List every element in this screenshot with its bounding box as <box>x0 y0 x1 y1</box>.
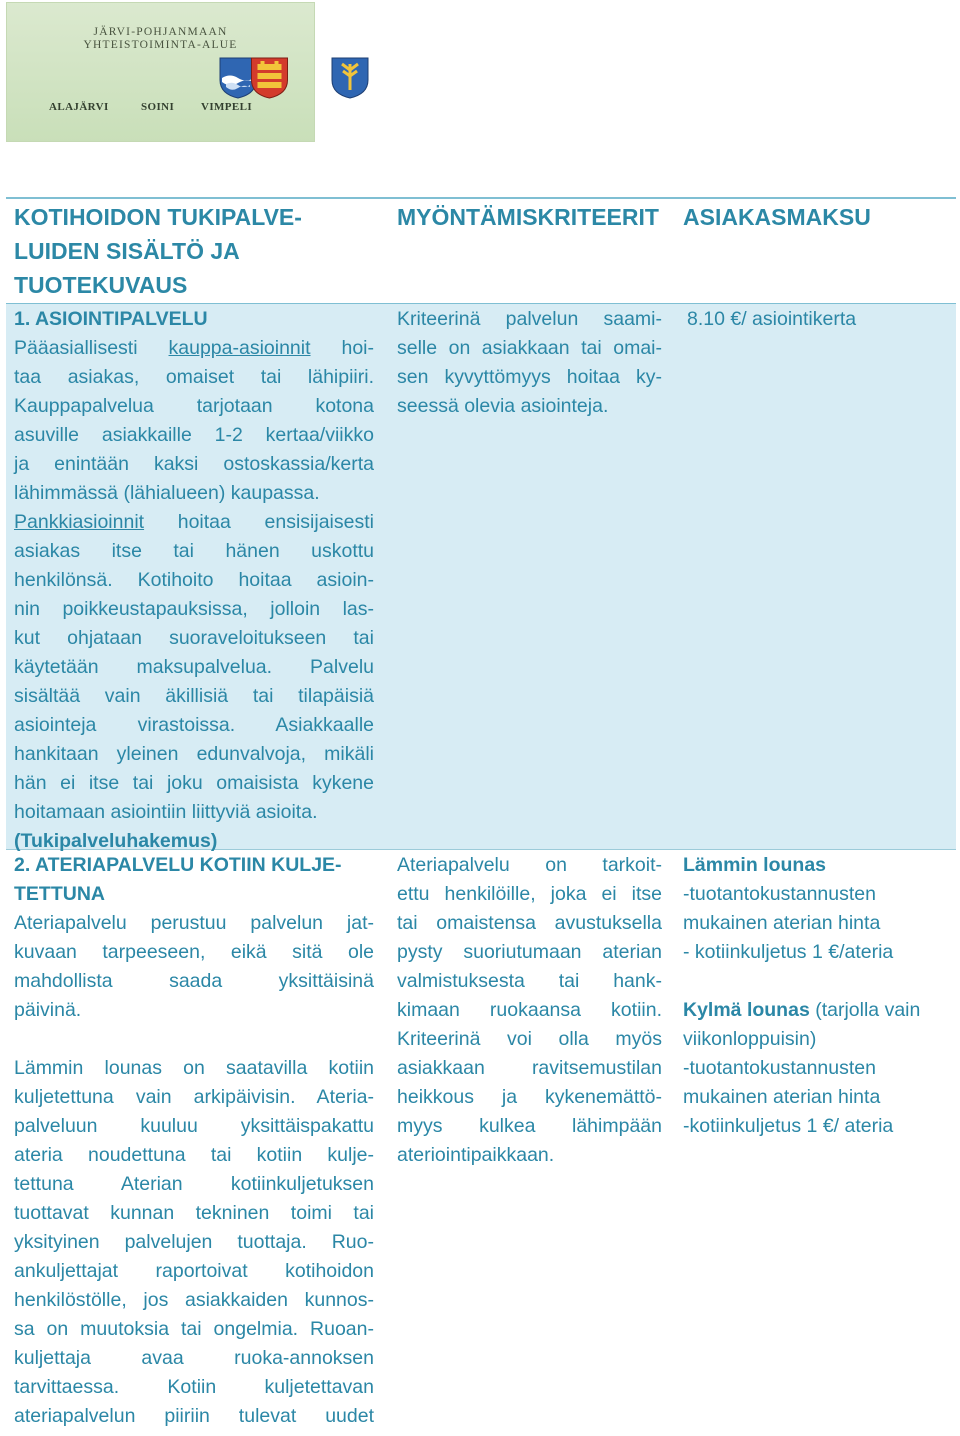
fee-line: mukainen aterian hinta <box>683 912 881 934</box>
text-line: asiakkaan ravitsemustilan <box>397 1057 662 1079</box>
text-line: ettu henkilöille, joka ei itse <box>397 883 662 905</box>
text-line: valmistuksesta tai hank- <box>397 970 662 992</box>
text-line: Lämmin lounas on saatavilla kotiin <box>14 1057 374 1079</box>
text-line: sen kyvyttömyys hoitaa ky- <box>397 366 662 388</box>
section1-form-reference: (Tukipalveluhakemus) <box>14 830 218 852</box>
header-col-criteria: MYÖNTÄMISKRITEERIT <box>397 204 659 230</box>
text-line: palveluun kuuluu yksittäispakattu <box>14 1115 374 1137</box>
logo-town-vimpeli: VIMPELI <box>201 101 253 113</box>
text-line: ateriapalvelun piiriin tulevat uudet <box>14 1405 374 1427</box>
header-col-fee: ASIAKASMAKSU <box>683 204 871 230</box>
text-line: tuottavat kunnan tekninen toimi tai <box>14 1202 374 1224</box>
header-col-content <box>14 200 374 302</box>
text-line: lähimmässä (lähialueen) kaupassa. <box>14 482 320 504</box>
logo <box>6 2 315 142</box>
section2-paragraph1 <box>14 909 374 1025</box>
section2-paragraph2 <box>14 1054 374 1431</box>
text-line: hoitamaan asiointiin liittyviä asioita. <box>14 801 318 823</box>
text-line: henkilöstölle, jos asiakkaiden kunnos- <box>14 1289 374 1311</box>
text-line: tai omaistensa avustuksella <box>397 912 662 934</box>
text-line: henkilönsä. Kotihoito hoitaa asioin- <box>14 569 374 591</box>
header-col-content-line3: TUOTEKUVAUS <box>14 272 188 298</box>
text-line: Pankkiasioinnit hoitaa ensisijaisesti <box>14 511 374 533</box>
link-pankkiasioinnit: Pankkiasioinnit <box>14 511 145 533</box>
logo-title-line2: YHTEISTOIMINTA-ALUE <box>83 39 238 51</box>
fee-cold-heading <box>683 996 953 1025</box>
text-line: Ateriapalvelu perustuu palvelun jat- <box>14 912 374 934</box>
header-col-content-line1: KOTIHOIDON TUKIPALVE- <box>14 204 302 230</box>
row1-content <box>14 305 374 856</box>
text-line: kuljettaja avaa ruoka-annoksen <box>14 1347 374 1369</box>
header-col-content-line2: LUIDEN SISÄLTÖ JA <box>14 238 240 264</box>
text-line: ateria noudettuna tai kotiin kulje- <box>14 1144 374 1166</box>
text-line: mahdollista saada yksittäisinä <box>14 970 374 992</box>
text-line: kuvaan tarpeeseen, eikä sitä ole <box>14 941 374 963</box>
text-line: hankitaan yleinen edunvalvoja, mikäli <box>14 743 374 765</box>
text-line: asiointeja virastoissa. Asiakkaalle <box>14 714 374 736</box>
logo-town-soini: SOINI <box>141 101 175 113</box>
text-line: kuljetettuna vain arkipäivisin. Ateria- <box>14 1086 374 1108</box>
row2-criteria <box>397 851 662 1170</box>
fee-line: -tuotantokustannusten <box>683 1057 876 1079</box>
text-line: asiakas itse tai hänen uskottu <box>14 540 374 562</box>
fee-cold-title: Kylmä lounas <box>683 999 810 1021</box>
row2-content <box>14 851 374 1431</box>
fee-line: mukainen aterian hinta <box>683 1086 881 1108</box>
text-line: päivinä. <box>14 999 82 1021</box>
section2-title-line2: TETTUNA <box>14 883 105 905</box>
text-line: Ateriapalvelu on tarkoit- <box>397 854 662 876</box>
text-line: seessä olevia asiointeja. <box>397 395 609 417</box>
text-line: heikkous ja kykenemättö- <box>397 1086 662 1108</box>
fee-cold-note: (tarjolla vain <box>809 999 921 1021</box>
fee-line: viikonloppuisin) <box>683 1028 817 1050</box>
text-line: Kauppapalvelua tarjotaan kotona <box>14 395 374 417</box>
fee-line: -kotiinkuljetus 1 €/ ateria <box>683 1115 894 1137</box>
text-line: kut ohjataan suoraveloitukseen tai <box>14 627 374 649</box>
text-line: kimaan ruokaansa kotiin. <box>397 999 662 1021</box>
text-line: tettuna Aterian kotiinkuljetuksen <box>14 1173 374 1195</box>
section1-title: 1. ASIOINTIPALVELU <box>14 308 208 330</box>
fee-warm-title: Lämmin lounas <box>683 854 827 876</box>
text-line: pysty suoriutumaan aterian <box>397 941 662 963</box>
text-line: Pääasiallisesti kauppa-asioinnit hoi- <box>14 337 374 359</box>
fee-text: 8.10 €/ asiointikerta <box>687 308 857 330</box>
text-line: yksityinen palvelujen tuottaja. Ruo- <box>14 1231 374 1253</box>
row1-fee <box>683 305 957 334</box>
text-line: nin poikkeustapauksissa, jolloin las- <box>14 598 374 620</box>
text-line: ateriointipaikkaan. <box>397 1144 555 1166</box>
fee-line: -tuotantokustannusten <box>683 883 876 905</box>
logo-title-line1: JÄRVI-POHJANMAAN <box>93 26 228 38</box>
text-line: ankuljettajat raportoivat kotihoidon <box>14 1260 374 1282</box>
text-line: hän ei itse tai joku omaisista kykene <box>14 772 374 794</box>
text-line: asuville asiakkaille 1-2 kertaa/viikko <box>14 424 374 446</box>
table-top-rule <box>6 197 956 199</box>
text-line: myys kulkea lähimpään <box>397 1115 662 1137</box>
fee-line: - kotiinkuljetus 1 €/ateria <box>683 941 894 963</box>
text-line: sa on muutoksia tai ongelmia. Ruoan- <box>14 1318 374 1340</box>
row1-criteria <box>397 305 662 421</box>
text-line: sisältää vain äkillisiä tai tilapäisiä <box>14 685 374 707</box>
text-line: Kriteerinä palvelun saami- <box>397 308 662 330</box>
logo-town-alajarvi: ALAJÄRVI <box>49 101 109 113</box>
text-line: Kriteerinä voi olla myös <box>397 1028 662 1050</box>
section2-title-line1: 2. ATERIAPALVELU KOTIIN KULJE- <box>14 854 342 876</box>
vimpeli-crest-icon <box>215 56 485 100</box>
text-line: tarvittaessa. Kotiin kuljetettavan <box>14 1376 374 1398</box>
text-line: selle on asiakkaan tai omai- <box>397 337 662 359</box>
link-kauppa-asioinnit: kauppa-asioinnit <box>168 337 311 359</box>
text-line: taa asiakas, omaiset tai lähipiiri. <box>14 366 374 388</box>
section1-description <box>14 334 374 827</box>
text-line: käytetään maksupalvelua. Palvelu <box>14 656 374 678</box>
text-line: ja enintään kaksi ostoskassia/kerta <box>14 453 374 475</box>
row2-fee <box>683 851 953 1141</box>
